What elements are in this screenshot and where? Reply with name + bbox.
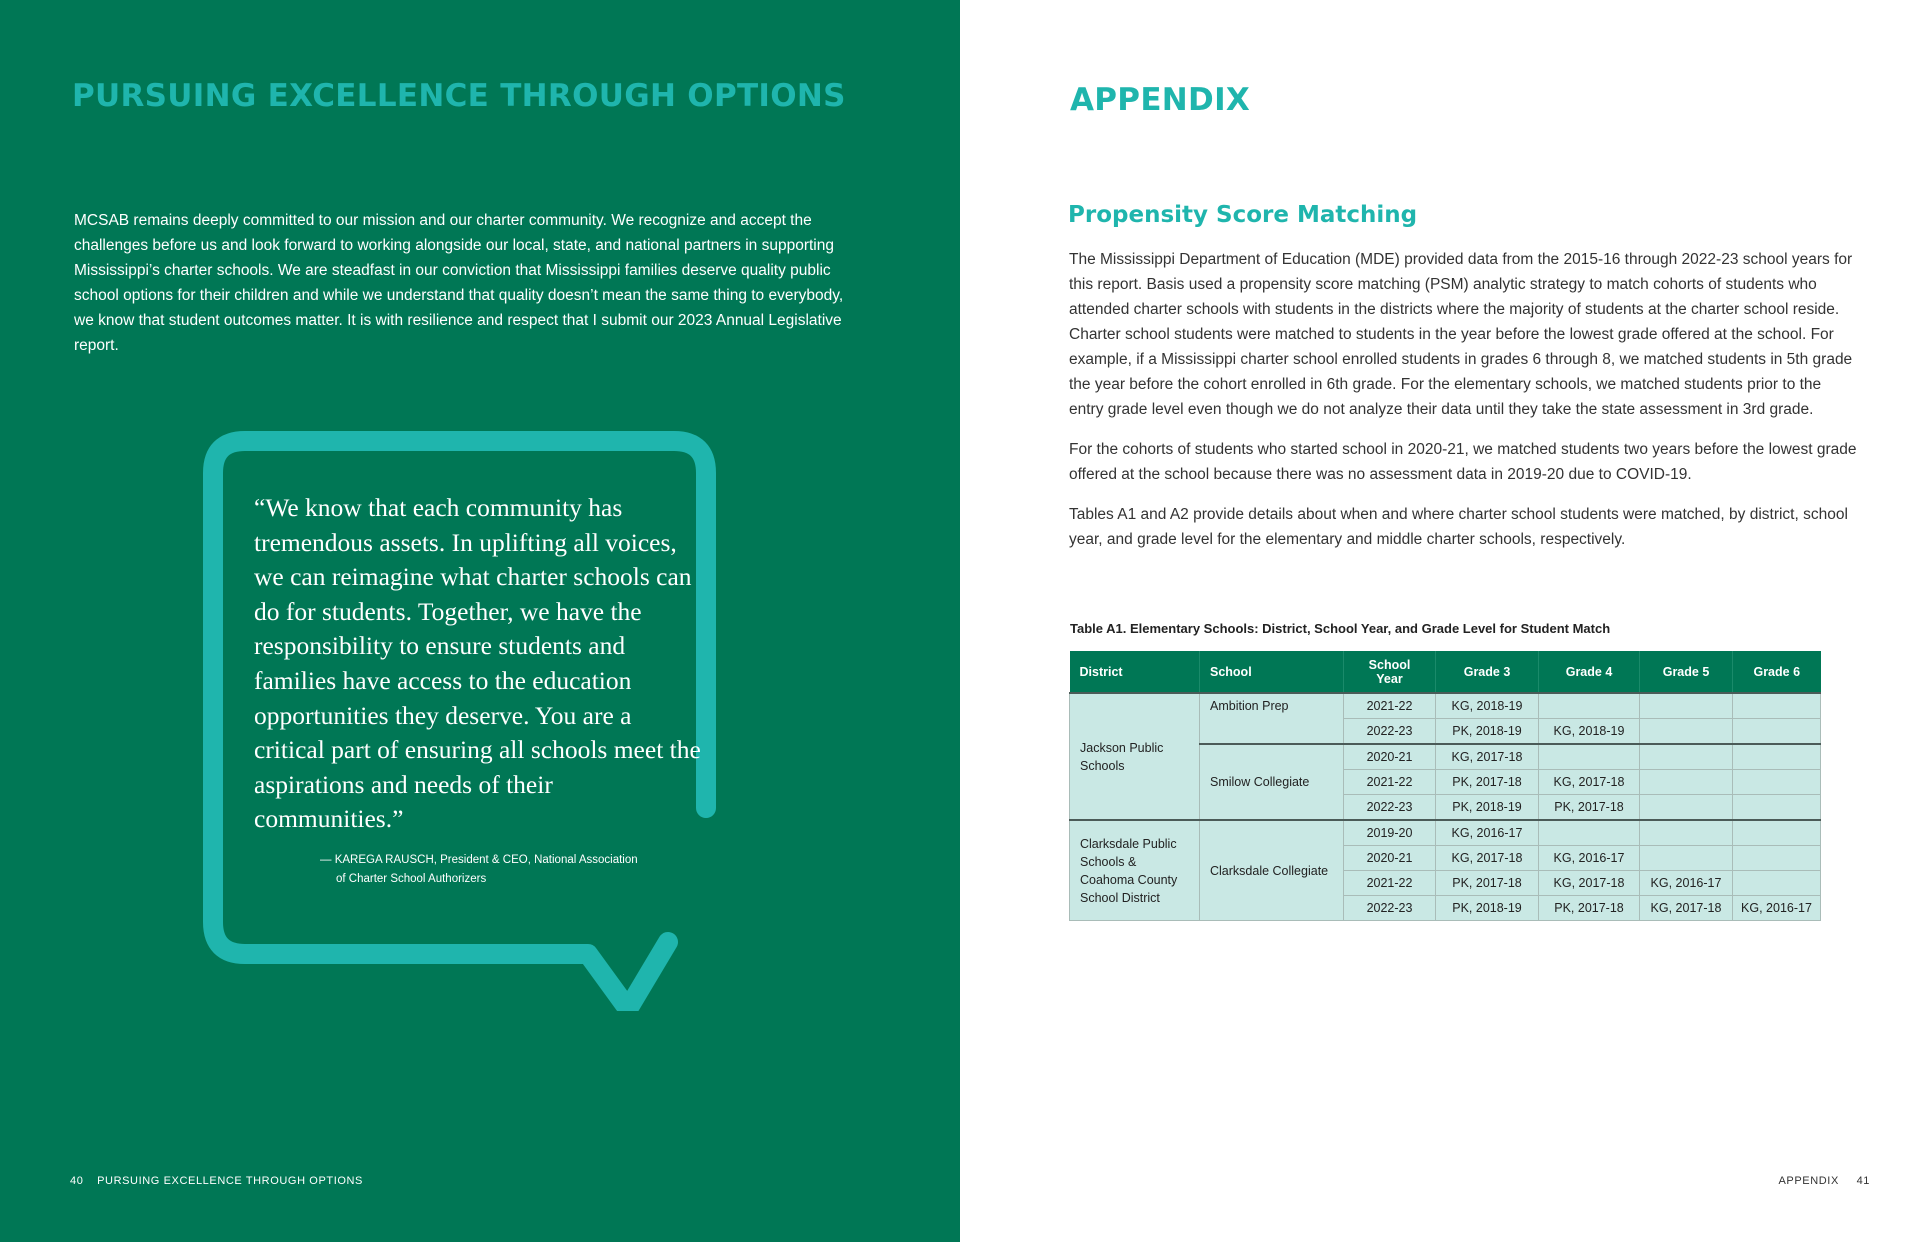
grade-3-cell: KG, 2017-18 <box>1436 744 1539 770</box>
paragraph-3: Tables A1 and A2 provide details about when and where charter school students were matched, by district, school year, and grade level for the elementary and middle charter schools, respectively. <box>1069 506 1848 548</box>
appendix-text <box>1069 247 1859 567</box>
grade-3-cell: KG, 2018-19 <box>1436 693 1539 719</box>
school-cell: Smilow Collegiate <box>1200 744 1344 820</box>
grade-4-cell: PK, 2017-18 <box>1539 795 1640 821</box>
year-cell: 2021-22 <box>1344 693 1436 719</box>
table-row <box>1070 820 1821 846</box>
grade-5-cell <box>1640 719 1733 745</box>
grade-5-cell: KG, 2017-18 <box>1640 896 1733 921</box>
grade-4-cell: KG, 2018-19 <box>1539 719 1640 745</box>
year-cell: 2020-21 <box>1344 846 1436 871</box>
table-row <box>1070 693 1821 719</box>
grade-4-cell: PK, 2017-18 <box>1539 896 1640 921</box>
grade-3-cell: PK, 2018-19 <box>1436 719 1539 745</box>
grade-6-cell <box>1733 846 1821 871</box>
grade-5-cell <box>1640 795 1733 821</box>
district-cell: Clarksdale Public Schools & Coahoma County School District <box>1070 820 1200 921</box>
grade-6-cell <box>1733 770 1821 795</box>
year-cell: 2022-23 <box>1344 719 1436 745</box>
pull-quote: “We know that each community has tremendous assets. In uplifting all voices, we can reimagine what charter schools can do for students. Together, we have the responsibility to ensure students and families have access to the education opportunities they deserve. You are a critical part of ensuring all schools meet the aspirations and needs of their communities.” <box>254 493 701 834</box>
student-match-table <box>1069 651 1821 921</box>
grade-3-cell: PK, 2018-19 <box>1436 896 1539 921</box>
grade-6-cell <box>1733 871 1821 896</box>
right-page-footer <box>1778 1175 1870 1187</box>
running-footer-left: PURSUING EXCELLENCE THROUGH OPTIONS <box>97 1175 363 1187</box>
year-cell: 2022-23 <box>1344 795 1436 821</box>
grade-5-cell <box>1640 744 1733 770</box>
left-page-body: MCSAB remains deeply committed to our mission and our charter community. We recognize and accept the challenges before us and look forward to working alongside our local, state, and national partners in supporting Mississippi’s charter schools. We are steadfast in our conviction that Mississippi families deserve quality public school options for their children and while we understand that quality doesn’t mean the same thing to everybody, we know that student outcomes matter. It is with resilience and respect that I submit our 2023 Annual Legislative report. <box>74 212 844 354</box>
paragraph-1: The Mississippi Department of Education (MDE) provided data from the 2015-16 through 2022-23 school years for this report. Basis used a propensity score matching (PSM) analytic strategy to match cohorts of students who attended charter schools with students in the districts where the majority of students at the charter school reside. Charter school students were matched to students in the year before the lowest grade offered at the school. For example, if a Mississippi charter school enrolled students in grades 6 through 8, we matched students in 5th grade the year before the cohort enrolled in 6th grade. For the elementary schools, we matched students prior to the entry grade level even though we do not analyze their data until they take the state assessment in 3rd grade. <box>1069 251 1853 418</box>
quote-attribution <box>320 851 680 889</box>
grade-3-cell: KG, 2017-18 <box>1436 846 1539 871</box>
running-footer-right: APPENDIX <box>1778 1175 1839 1187</box>
grade-4-cell <box>1539 820 1640 846</box>
grade-6-cell <box>1733 719 1821 745</box>
grade-5-cell <box>1640 846 1733 871</box>
header-district: District <box>1070 651 1200 693</box>
page-number-right: 41 <box>1856 1175 1870 1187</box>
year-cell: 2019-20 <box>1344 820 1436 846</box>
grade-3-cell: PK, 2017-18 <box>1436 871 1539 896</box>
grade-3-cell: KG, 2016-17 <box>1436 820 1539 846</box>
grade-3-cell: PK, 2018-19 <box>1436 795 1539 821</box>
left-page-footer <box>70 1175 363 1187</box>
grade-5-cell <box>1640 770 1733 795</box>
grade-6-cell <box>1733 744 1821 770</box>
grade-6-cell: KG, 2016-17 <box>1733 896 1821 921</box>
school-cell: Ambition Prep <box>1200 693 1344 744</box>
table-header-row <box>1070 651 1821 693</box>
section-title: Propensity Score Matching <box>1068 202 1418 228</box>
year-cell: 2021-22 <box>1344 871 1436 896</box>
left-page-title: PURSUING EXCELLENCE THROUGH OPTIONS <box>72 78 846 114</box>
table-caption: Table A1. Elementary Schools: District, School Year, and Grade Level for Student Match <box>1070 621 1611 636</box>
header-grade-4: Grade 4 <box>1539 651 1640 693</box>
district-cell: Jackson Public Schools <box>1070 693 1200 820</box>
header-school: School <box>1200 651 1344 693</box>
grade-6-cell <box>1733 820 1821 846</box>
year-cell: 2021-22 <box>1344 770 1436 795</box>
grade-5-cell <box>1640 820 1733 846</box>
grade-5-cell: KG, 2016-17 <box>1640 871 1733 896</box>
right-page-title: APPENDIX <box>1070 82 1251 118</box>
grade-4-cell: KG, 2016-17 <box>1539 846 1640 871</box>
school-cell: Clarksdale Collegiate <box>1200 820 1344 921</box>
grade-5-cell <box>1640 693 1733 719</box>
grade-4-cell: KG, 2017-18 <box>1539 770 1640 795</box>
right-page <box>960 0 1920 1242</box>
grade-6-cell <box>1733 693 1821 719</box>
grade-4-cell <box>1539 693 1640 719</box>
grade-6-cell <box>1733 795 1821 821</box>
page-number-left: 40 <box>70 1175 84 1187</box>
year-cell: 2022-23 <box>1344 896 1436 921</box>
header-school-year: School Year <box>1344 651 1436 693</box>
grade-3-cell: PK, 2017-18 <box>1436 770 1539 795</box>
grade-4-cell: KG, 2017-18 <box>1539 871 1640 896</box>
attribution-line-1: — KAREGA RAUSCH, President & CEO, National Association <box>320 854 638 866</box>
attribution-line-2: of Charter School Authorizers <box>336 873 487 885</box>
header-grade-3: Grade 3 <box>1436 651 1539 693</box>
grade-4-cell <box>1539 744 1640 770</box>
header-grade-6: Grade 6 <box>1733 651 1821 693</box>
paragraph-2: For the cohorts of students who started school in 2020-21, we matched students two years before the lowest grade offered at the school because there was no assessment data in 2019-20 due to COVID-19. <box>1069 441 1857 483</box>
year-cell: 2020-21 <box>1344 744 1436 770</box>
header-grade-5: Grade 5 <box>1640 651 1733 693</box>
